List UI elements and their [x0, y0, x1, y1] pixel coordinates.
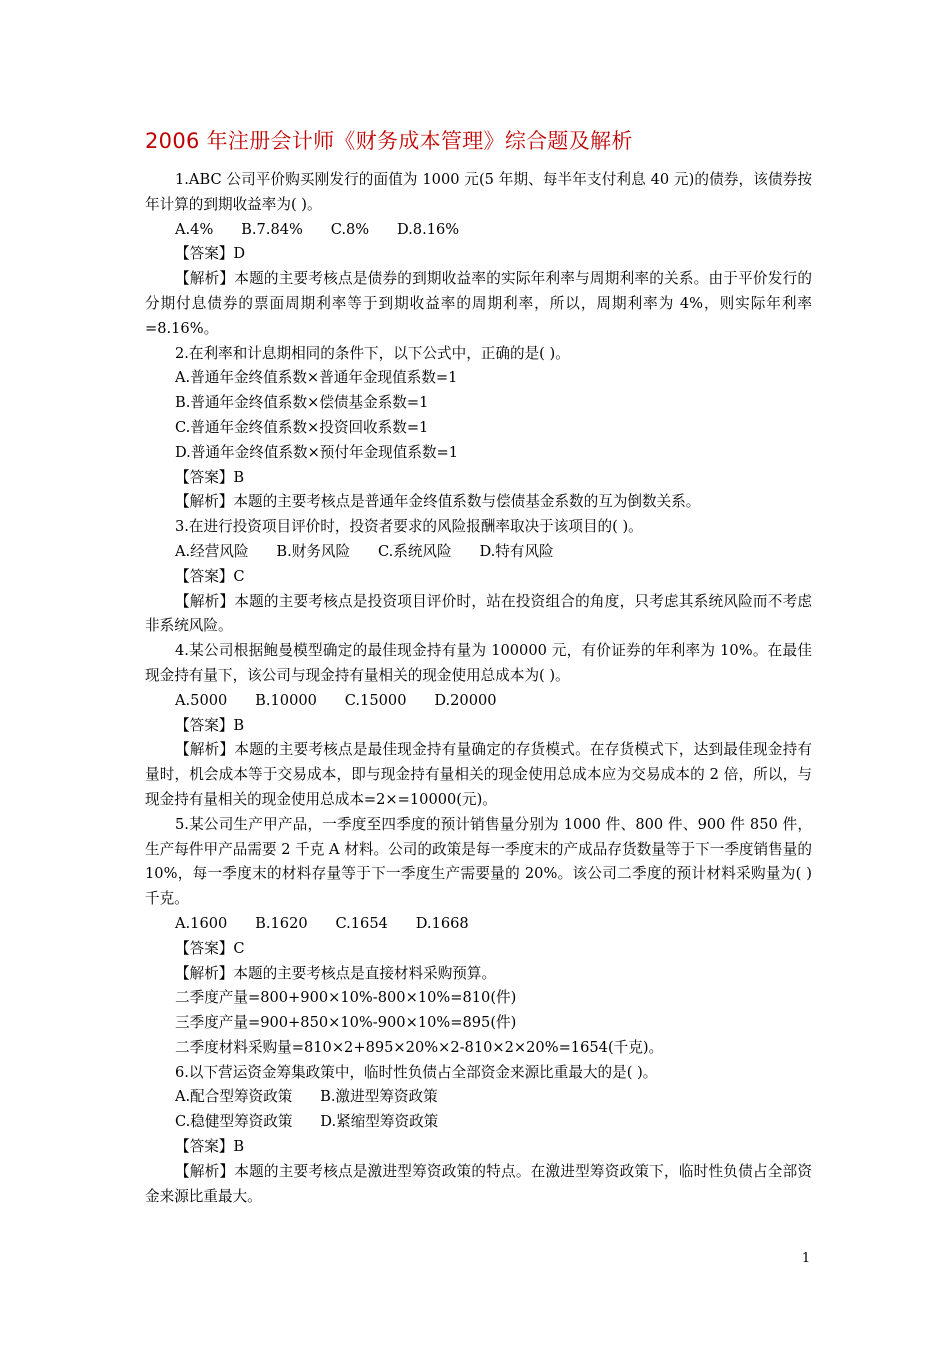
document-title: 2006 年注册会计师《财务成本管理》综合题及解析	[145, 129, 633, 153]
paragraph: 【解析】本题的主要考核点是激进型筹资政策的特点。在激进型筹资政策下，临时性负债占全部资金来源比重最大。	[145, 1162, 812, 1205]
text-line: 3.在进行投资项目评价时，投资者要求的风险报酬率取决于该项目的( )。	[175, 518, 643, 536]
text-line: 二季度材料采购量=810×2+895×20%×2-810×2×20%=1654(千克)。	[175, 1038, 664, 1056]
text-line: C.稳健型筹资政策 D.紧缩型筹资政策	[175, 1113, 439, 1131]
text-line: A.配合型筹资政策 B.激进型筹资政策	[175, 1088, 438, 1106]
text-line: 三季度产量=900+850×10%-900×10%=895(件)	[175, 1014, 517, 1032]
text-line: 【答案】B	[175, 468, 245, 486]
text-line: 二季度产量=800+900×10%-800×10%=810(件)	[175, 989, 517, 1007]
document-body	[145, 124, 812, 1209]
text-line: A.经营风险 B.财务风险 C.系统风险 D.特有风险	[175, 542, 554, 560]
paragraph: 4.某公司根据鲍曼模型确定的最佳现金持有量为 100000 元，有价证券的年利率为 10%。在最佳现金持有量下，该公司与现金持有量相关的现金使用总成本为( )。	[145, 642, 812, 684]
text-line: 【答案】B	[175, 1138, 245, 1156]
paragraph-list	[145, 168, 812, 1209]
text-line: A.1600 B.1620 C.1654 D.1668	[175, 914, 469, 932]
paragraph: 5.某公司生产甲产品，一季度至四季度的预计销售量分别为 1000 件、800 件、900 件 850 件，生产每件甲产品需要 2 千克 A 材料。公司的政策是每一季度末的产成品存货数量等于下一季度销售量的 10%，每一季度末的材料存量等于下一季度生产需要量的 20%。该公司二季度的预计材料采购量为( )千克。	[145, 815, 812, 908]
text-line: 【解析】本题的主要考核点是普通年金终值系数与偿债基金系数的互为倒数关系。	[175, 493, 701, 511]
text-line: A.4% B.7.84% C.8% D.8.16%	[175, 220, 460, 238]
paragraph: 1.ABC 公司平价购买刚发行的面值为 1000 元(5 年期、每半年支付利息 40 元)的债券，该债券按年计算的到期收益率为( )。	[145, 171, 812, 213]
text-line: 6.以下营运资金筹集政策中，临时性负债占全部资金来源比重最大的是( )。	[175, 1063, 658, 1081]
text-line: D.普通年金终值系数×预付年金现值系数=1	[175, 443, 459, 461]
page-number: 1	[801, 1251, 811, 1266]
text-line: A.5000 B.10000 C.15000 D.20000	[175, 691, 497, 709]
paragraph: 【解析】本题的主要考核点是投资项目评价时，站在投资组合的角度，只考虑其系统风险而不考虑非系统风险。	[145, 592, 812, 635]
paragraph: 【解析】本题的主要考核点是债券的到期收益率的实际年利率与周期利率的关系。由于平价发行的分期付息债券的票面周期利率等于到期收益率的周期利率，所以，周期利率为 4%，则实际年利率 =8.16%。	[145, 270, 812, 337]
text-line: B.普通年金终值系数×偿债基金系数=1	[175, 394, 429, 412]
paragraph: 【解析】本题的主要考核点是最佳现金持有量确定的存货模式。在存货模式下，达到最佳现金持有量时，机会成本等于交易成本，即与现金持有量相关的现金使用总成本应为交易成本的 2 倍，所以，与现金持有量相关的现金使用总成本=2×=10000(元)。	[145, 741, 812, 808]
text-line: 【解析】本题的主要考核点是直接材料采购预算。	[175, 964, 497, 982]
text-line: C.普通年金终值系数×投资回收系数=1	[175, 418, 429, 436]
text-line: 【答案】C	[175, 939, 245, 957]
text-line: A.普通年金终值系数×普通年金现值系数=1	[175, 369, 458, 387]
text-line: 【答案】D	[175, 245, 246, 263]
text-line: 2.在利率和计息期相同的条件下，以下公式中，正确的是( )。	[175, 344, 570, 362]
text-line: 【答案】C	[175, 567, 245, 585]
text-line: 【答案】B	[175, 716, 245, 734]
